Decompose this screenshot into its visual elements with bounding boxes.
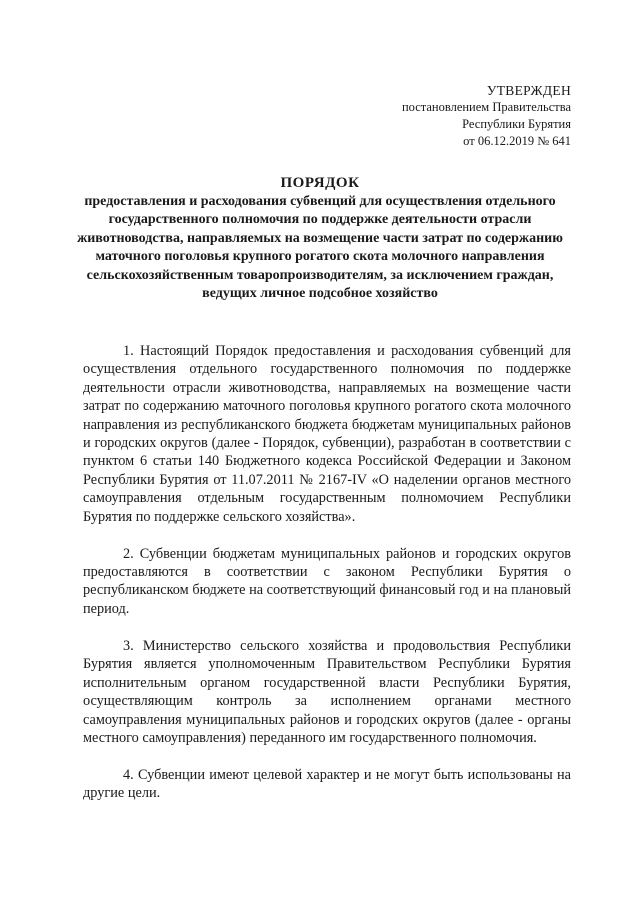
document-title: ПОРЯДОК (280, 175, 360, 191)
approval-title: УТВЕРЖДЕН (486, 83, 571, 98)
document-body (83, 342, 571, 821)
paragraph-4: 4. Субвенции имеют целевой характер и не могут быть использованы на другие цели. (83, 766, 571, 802)
document-subtitle: предоставления и расходования субвенций для осуществления отдельного государственного полномочия по поддержке деятельности отрасли животноводства, направляемых на возмещение части затрат по содержанию маточного поголовья крупного рогатого скота молочного направления сельскохозяйственным товаропроизводителям, за исключением граждан, ведущих личное подсобное хозяйство (77, 193, 563, 301)
approval-line-republic: Республики Бурятия (462, 117, 571, 131)
approval-line-date-number: от 06.12.2019 № 641 (463, 134, 571, 148)
paragraph-1: 1. Настоящий Порядок предоставления и расходования субвенций для осуществления отдельного государственного полномочия по поддержке деятельности отрасли животноводства, направляемых на возмещение части затрат по содержанию маточного поголовья крупного рогатого скота молочного направления из республиканского бюджета бюджетам муниципальных районов и городских округов (далее - Порядок, субвенции), разработан в соответствии с пунктом 6 статьи 140 Бюджетного кодекса Российской Федерации и Законом Республики Бурятия от 11.07.2011 № 2167-IV «О наделении органов местного самоуправления отдельным государственным полномочием Республики Бурятия по поддержке сельского хозяйства». (83, 343, 571, 525)
approval-block (402, 82, 571, 150)
paragraph-2: 2. Субвенции бюджетам муниципальных районов и городских округов предоставляются в соответствии с законом Республики Бурятия о республиканском бюджете на соответствующий финансовый год и на плановый период. (83, 545, 571, 617)
paragraph-3: 3. Министерство сельского хозяйства и продовольствия Республики Бурятия является уполномоченным Правительством Республики Бурятия исполнительным органом государственной власти Республики Бурятия, осуществляющим контроль за исполнением органами местного самоуправления муниципальных районов и городских округов (далее - органы местного самоуправления) переданного им государственного полномочия. (83, 637, 571, 746)
approval-line-resolution: постановлением Правительства (401, 100, 571, 114)
document-heading (70, 174, 570, 304)
